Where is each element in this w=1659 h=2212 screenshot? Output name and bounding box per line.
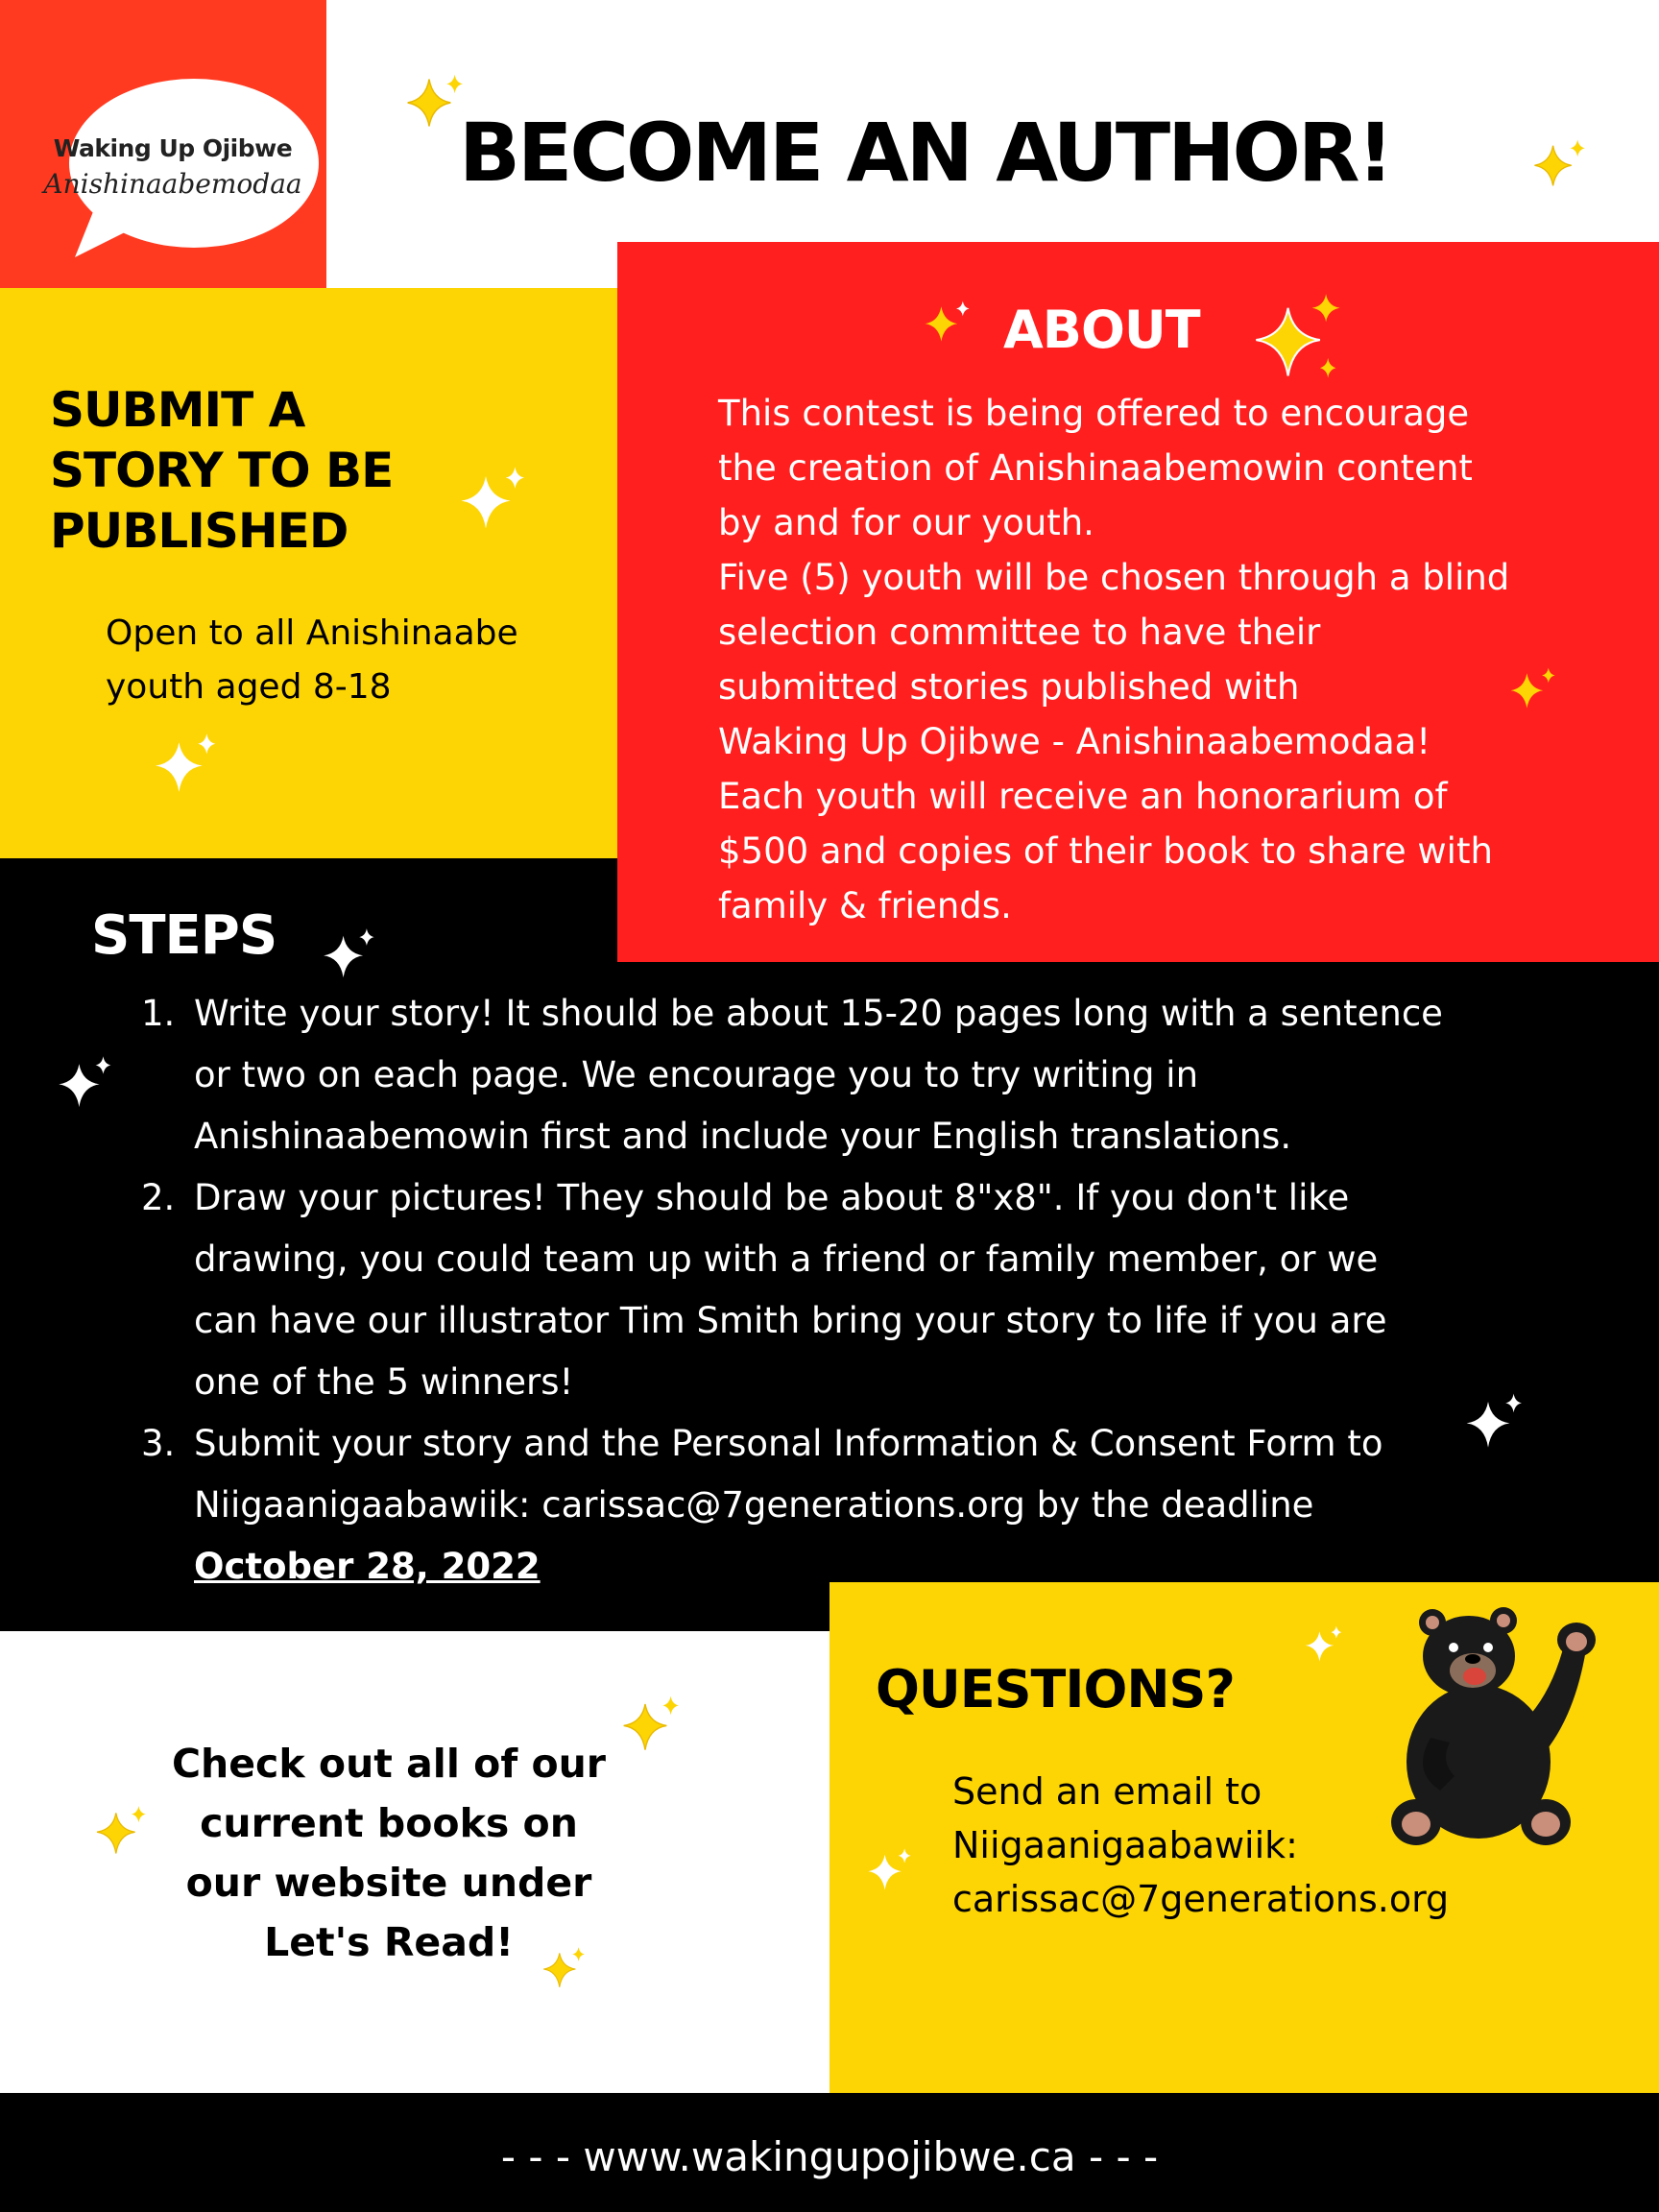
sparkle-icon xyxy=(1248,288,1348,388)
about-line: family & friends. xyxy=(718,885,1012,926)
submit-heading-line: SUBMIT A xyxy=(50,382,305,438)
books-line: our website under xyxy=(185,1860,592,1906)
about-body xyxy=(718,386,1509,933)
footer-website-link[interactable]: - - - www.wakingupojibwe.ca - - - xyxy=(500,2133,1159,2180)
submit-heading-line: PUBLISHED xyxy=(50,503,349,559)
step-number: 3. xyxy=(141,1423,176,1464)
sparkle-icon xyxy=(397,69,474,136)
step-item xyxy=(141,1167,1443,1413)
submit-heading-line: STORY TO BE xyxy=(50,443,394,498)
steps-list xyxy=(141,983,1443,1598)
step-line: Write your story! It should be about 15-20 pages long with a sentence xyxy=(194,993,1443,1034)
sparkle-icon xyxy=(455,461,532,538)
books-callout xyxy=(115,1734,662,1972)
eligibility-line: youth aged 8-18 xyxy=(106,667,392,707)
deadline-date: October 28, 2022 xyxy=(194,1546,541,1587)
questions-line[interactable]: carissac@7generations.org xyxy=(952,1878,1450,1920)
step-line: drawing, you could team up with a friend or family member, or we xyxy=(194,1238,1379,1280)
sparkle-icon xyxy=(920,294,974,351)
step-line: Submit your story and the Personal Information & Consent Form to xyxy=(194,1423,1383,1464)
step-item xyxy=(141,1413,1443,1598)
eligibility-text xyxy=(106,607,518,714)
step-line: Anishinaabemowin first and include your English translations. xyxy=(194,1116,1292,1157)
about-line: Waking Up Ojibwe - Anishinaabemodaa! xyxy=(718,721,1431,762)
step-line: one of the 5 winners! xyxy=(194,1361,574,1403)
logo-line1: Waking Up Ojibwe xyxy=(53,134,293,162)
sparkle-icon xyxy=(864,1843,916,1897)
step-line: can have our illustrator Tim Smith bring your story to life if you are xyxy=(194,1300,1387,1341)
page-title: BECOME AN AUTHOR! xyxy=(459,106,1391,200)
about-line: the creation of Anishinaabemowin content xyxy=(718,447,1473,489)
sparkle-icon xyxy=(317,924,382,985)
books-line: Let's Read! xyxy=(264,1919,514,1965)
about-line: This contest is being offered to encourage xyxy=(718,393,1470,434)
step-line: Niigaanigaabawiik: carissac@7generations.org by the deadline xyxy=(194,1484,1314,1526)
step-line: or two on each page. We encourage you to try writing in xyxy=(194,1054,1199,1095)
about-line: submitted stories published with xyxy=(718,666,1300,708)
step-number: 2. xyxy=(141,1177,176,1218)
bear-illustration xyxy=(1373,1594,1603,1853)
questions-line: Send an email to xyxy=(952,1770,1262,1813)
sparkle-icon xyxy=(1528,131,1590,198)
sparkle-icon xyxy=(1505,661,1559,718)
about-heading: ABOUT xyxy=(1003,300,1200,360)
sparkle-icon xyxy=(54,1050,117,1116)
about-line: $500 and copies of their book to share with xyxy=(718,830,1493,872)
step-number: 1. xyxy=(141,993,176,1034)
eligibility-line: Open to all Anishinaabe xyxy=(106,613,518,653)
about-line: Each youth will receive an honorarium of xyxy=(718,776,1448,817)
questions-heading: QUESTIONS? xyxy=(876,1659,1235,1719)
steps-heading: STEPS xyxy=(91,904,277,967)
sparkle-icon xyxy=(1302,1621,1346,1669)
sparkle-icon xyxy=(540,1941,589,1995)
submit-block xyxy=(0,288,619,859)
logo-line2: Anishinaabemodaa xyxy=(43,168,302,200)
about-line: by and for our youth. xyxy=(718,502,1094,543)
books-line: Check out all of our xyxy=(171,1741,607,1787)
sparkle-icon xyxy=(150,726,223,803)
about-line: selection committee to have their xyxy=(718,612,1321,653)
sparkle-icon xyxy=(92,1801,152,1861)
about-line: Five (5) youth will be chosen through a blind xyxy=(718,557,1510,598)
sparkle-icon xyxy=(618,1690,685,1759)
step-item xyxy=(141,983,1443,1167)
questions-line: Niigaanigaabawiik: xyxy=(952,1824,1298,1866)
books-line: current books on xyxy=(200,1800,578,1846)
submit-heading xyxy=(50,380,393,562)
sparkle-icon xyxy=(1457,1388,1532,1455)
step-line: Draw your pictures! They should be about 8"x8". If you don't like xyxy=(194,1177,1350,1218)
